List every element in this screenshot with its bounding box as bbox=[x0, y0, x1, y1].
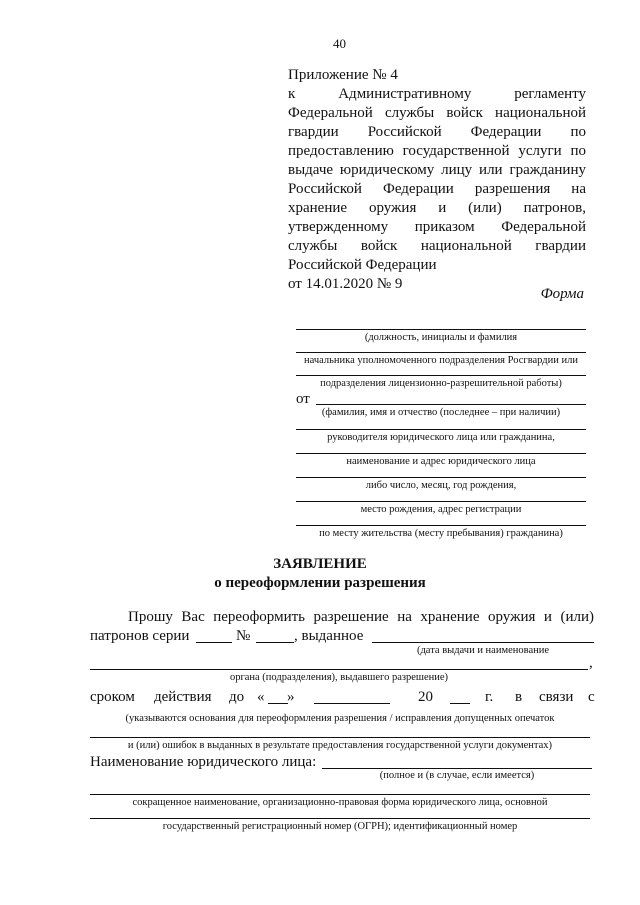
series-field[interactable] bbox=[196, 642, 232, 643]
comma: , bbox=[589, 655, 593, 671]
appendix-line: утвержденному приказом Федеральной bbox=[288, 219, 586, 235]
number-label: № bbox=[236, 628, 251, 644]
applicant-line[interactable] bbox=[296, 429, 586, 430]
series-label: патронов серии bbox=[90, 628, 190, 644]
term-day-field[interactable] bbox=[268, 703, 288, 704]
appendix-line: к Административному регламенту bbox=[288, 86, 586, 102]
issued-label: , выданное bbox=[294, 628, 364, 644]
applicant-caption: место рождения, адрес регистрации bbox=[360, 504, 522, 515]
term-word: с bbox=[588, 689, 595, 705]
appendix-title: Приложение № 4 bbox=[288, 67, 398, 83]
reasons-caption: и (или) ошибок в выданных в результате предоставления государственной услуги документах) bbox=[127, 740, 553, 751]
legal-name-caption: сокращенное наименование, организационно-правовая форма юридического лица, основной bbox=[132, 797, 548, 808]
reasons-caption: (указываются основания для переоформления разрешения / исправления допущенных опечаток bbox=[125, 713, 555, 724]
page-number: 40 bbox=[333, 36, 346, 51]
legal-name-field[interactable] bbox=[322, 768, 592, 769]
reasons-field[interactable] bbox=[90, 737, 590, 738]
request-text: Прошу Вас переоформить разрешение на хранение оружия и (или) bbox=[128, 609, 594, 625]
applicant-line[interactable] bbox=[296, 477, 586, 478]
addressee-line[interactable] bbox=[296, 329, 586, 330]
appendix-line: выдаче юридическому лицу или гражданину bbox=[288, 162, 586, 178]
applicant-caption: по месту жительства (месту пребывания) гражданина) bbox=[319, 528, 563, 539]
applicant-line[interactable] bbox=[296, 501, 586, 502]
term-word: сроком bbox=[90, 689, 135, 705]
issuing-authority-caption: органа (подразделения), выдавшего разрешение) bbox=[229, 672, 449, 683]
document-subtitle: о переоформлении разрешения bbox=[214, 575, 426, 591]
term-word: связи bbox=[539, 689, 574, 705]
applicant-line[interactable] bbox=[296, 453, 586, 454]
from-label: от bbox=[296, 391, 310, 407]
addressee-line[interactable] bbox=[296, 375, 586, 376]
appendix-date: от 14.01.2020 № 9 bbox=[288, 276, 403, 292]
applicant-caption: либо число, месяц, год рождения, bbox=[365, 480, 517, 491]
appendix-line: Федеральной службы войск национальной bbox=[288, 105, 586, 121]
addressee-caption: начальника уполномоченного подразделения Росгвардии или bbox=[304, 355, 578, 366]
term-word: действия bbox=[154, 689, 212, 705]
addressee-caption: (должность, инициалы и фамилия bbox=[364, 332, 518, 343]
applicant-line[interactable] bbox=[296, 525, 586, 526]
applicant-caption: наименование и адрес юридического лица bbox=[346, 456, 536, 467]
term-word: г. bbox=[485, 689, 494, 705]
legal-name-field[interactable] bbox=[90, 794, 590, 795]
legal-name-caption: государственный регистрационный номер (ОГРН); идентификационный номер bbox=[162, 821, 518, 832]
applicant-caption: руководителя юридического лица или гражданина, bbox=[327, 432, 555, 443]
term-year-field[interactable] bbox=[450, 703, 470, 704]
term-word: « bbox=[257, 689, 265, 705]
form-label: Форма bbox=[540, 286, 584, 302]
addressee-caption: подразделения лицензионно-разрешительной работы) bbox=[320, 378, 562, 389]
term-word: » bbox=[287, 689, 295, 705]
document-title: ЗАЯВЛЕНИЕ bbox=[273, 556, 367, 572]
appendix-line: Российской Федерации bbox=[288, 257, 437, 273]
term-word: до bbox=[229, 689, 245, 705]
issue-date-caption: (дата выдачи и наименование bbox=[416, 645, 550, 656]
appendix-line: предоставлению государственной услуги по bbox=[288, 143, 586, 159]
appendix-line: Российской Федерации разрешения на bbox=[288, 181, 586, 197]
applicant-line[interactable] bbox=[316, 404, 586, 405]
applicant-caption: (фамилия, имя и отчество (последнее – при наличии) bbox=[321, 407, 561, 418]
legal-name-label: Наименование юридического лица: bbox=[90, 754, 317, 770]
legal-name-caption: (полное и (в случае, если имеется) bbox=[379, 770, 535, 781]
appendix-line: службы войск национальной гвардии bbox=[288, 238, 586, 254]
issuing-authority-field[interactable] bbox=[90, 669, 588, 670]
appendix-line: хранение оружия и (или) патронов, bbox=[288, 200, 586, 216]
term-month-field[interactable] bbox=[314, 703, 390, 704]
term-word: 20 bbox=[418, 689, 433, 705]
term-word: в bbox=[515, 689, 523, 705]
appendix-line: гвардии Российской Федерации по bbox=[288, 124, 586, 140]
addressee-line[interactable] bbox=[296, 352, 586, 353]
issue-date-field[interactable] bbox=[372, 642, 594, 643]
number-field[interactable] bbox=[256, 642, 294, 643]
legal-name-field[interactable] bbox=[90, 818, 590, 819]
